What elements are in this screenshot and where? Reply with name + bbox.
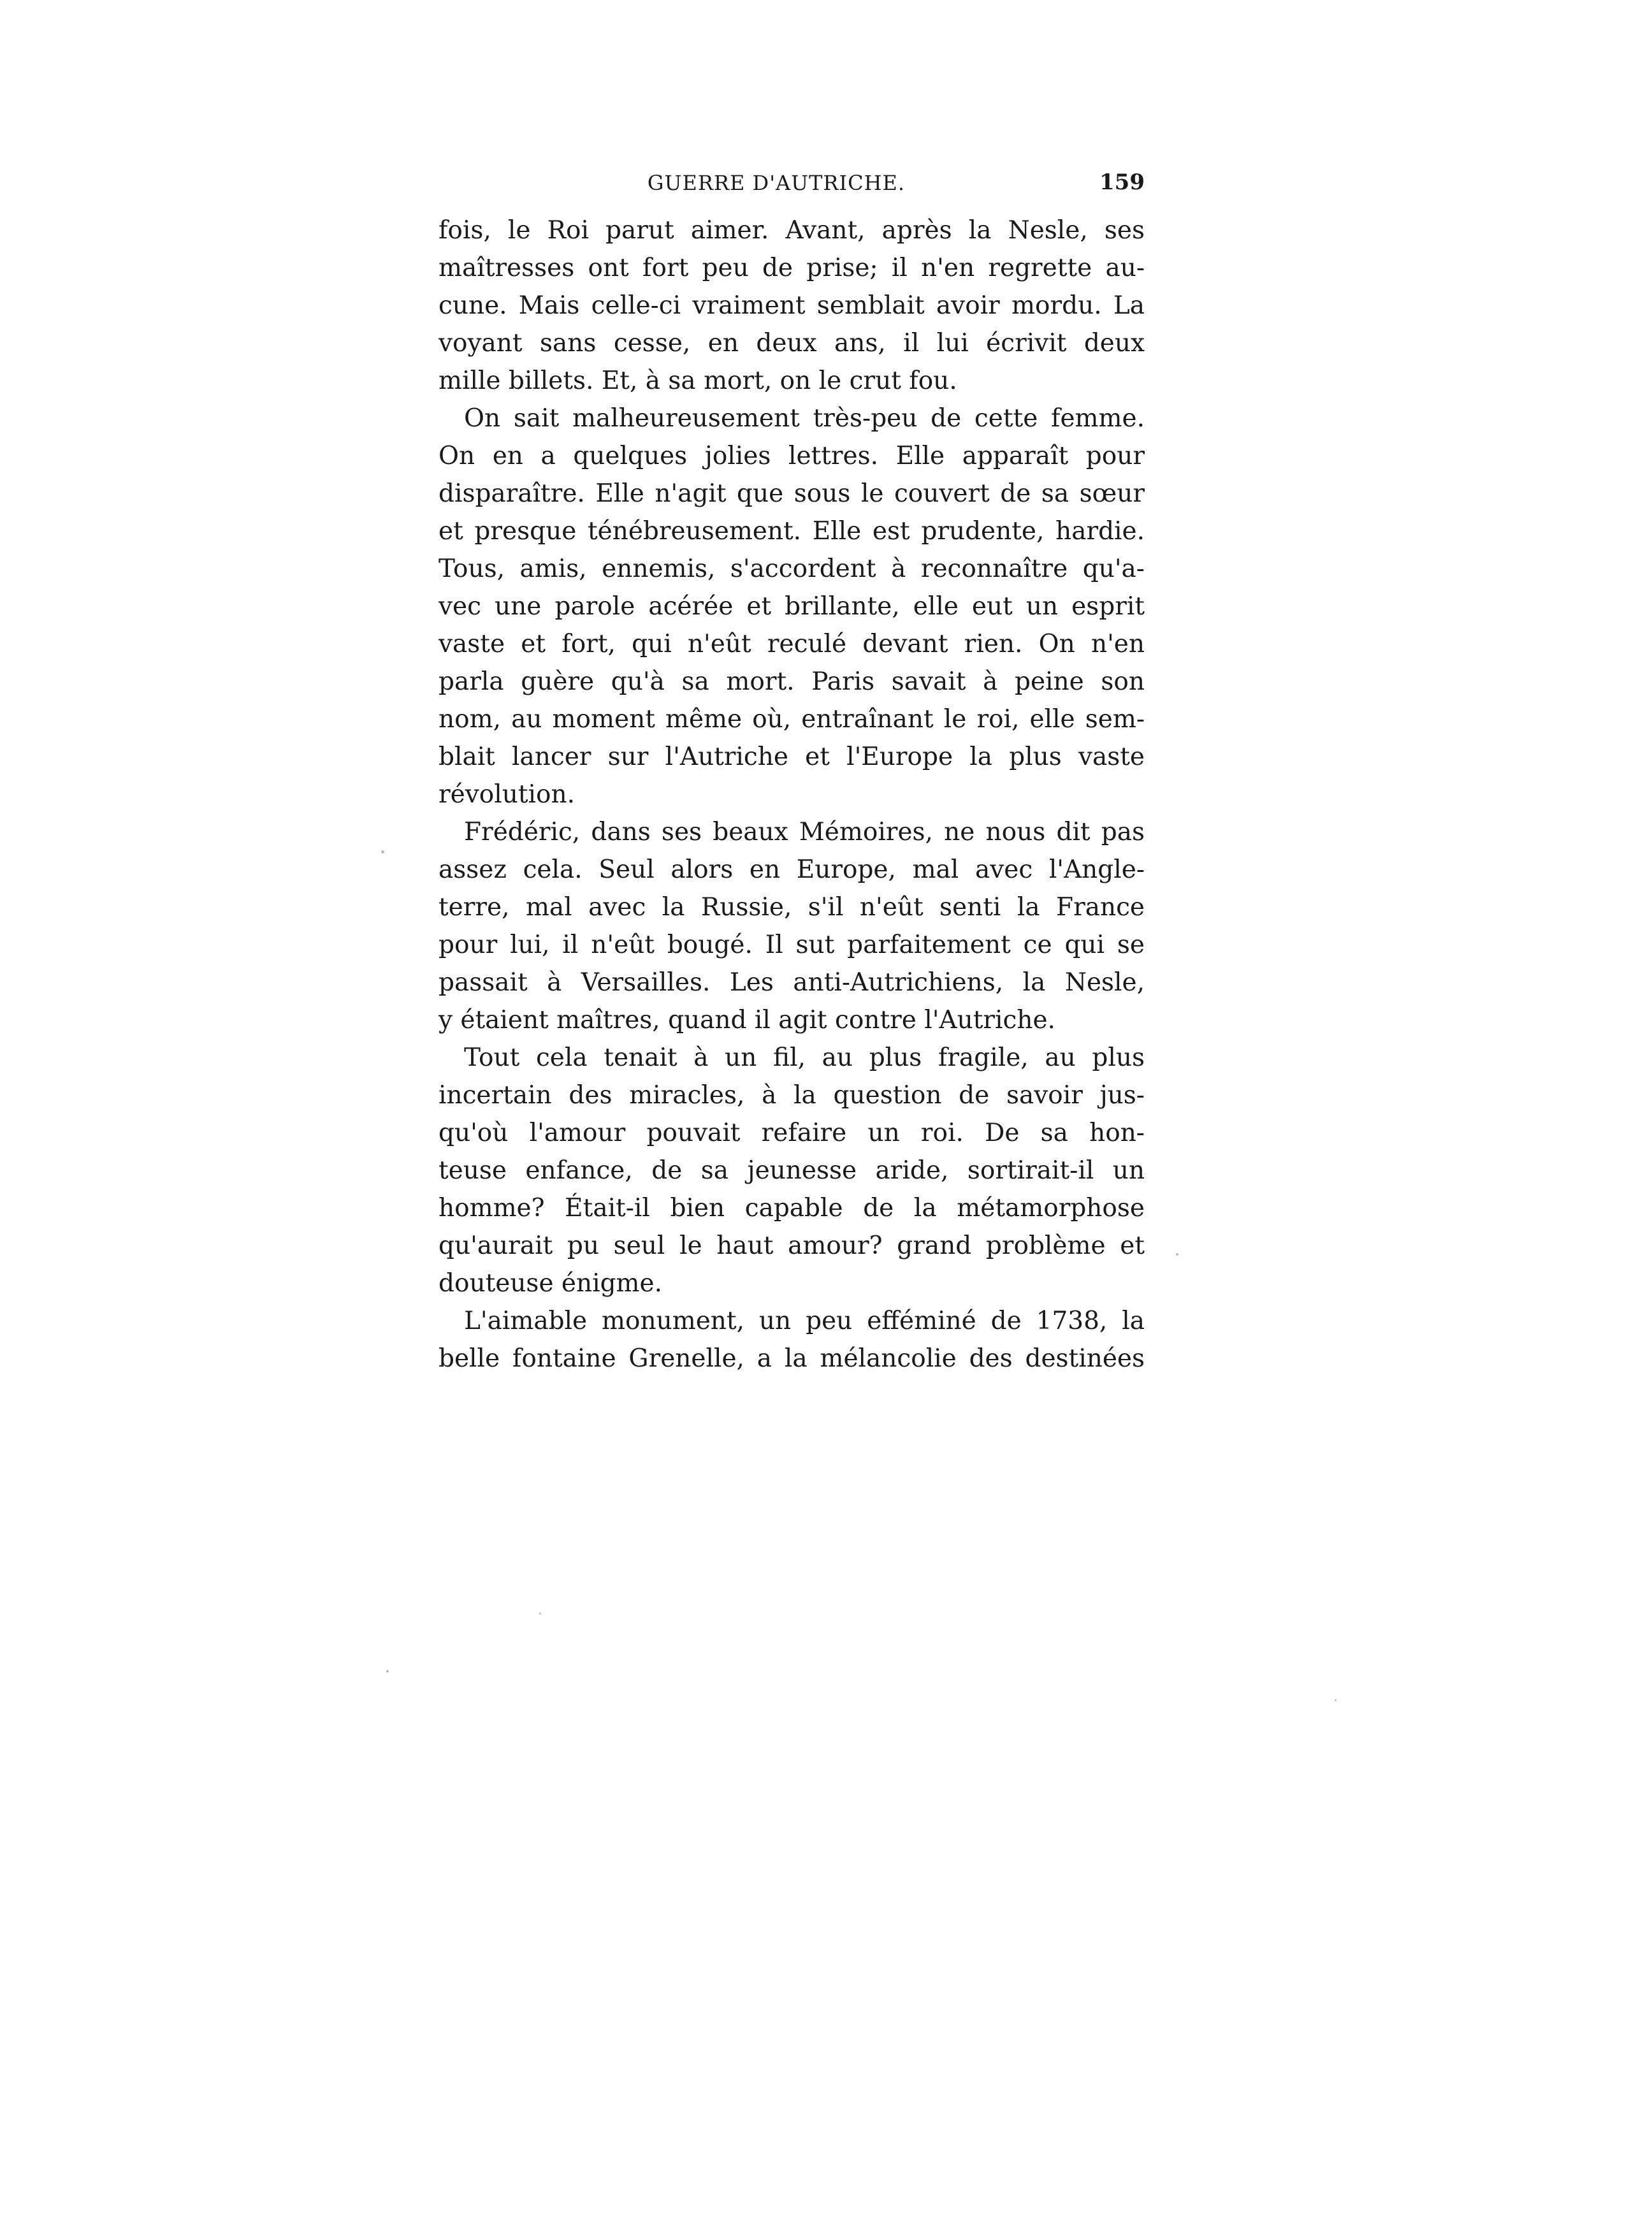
text-line: On sait malheureusement très-peu de cette femme.: [464, 404, 1145, 433]
text-line: vaste et fort, qui n'eût reculé devant rien. On n'en: [438, 630, 1145, 658]
paragraph-1: [438, 212, 1145, 400]
scan-speck: [1176, 1253, 1178, 1256]
body-text: [438, 212, 1145, 1377]
text-line: nom, au moment même où, entraînant le roi, elle sem-: [438, 705, 1145, 734]
scan-speck: [1335, 1699, 1337, 1701]
text-line: mille billets. Et, à sa mort, on le crut fou.: [438, 367, 957, 395]
running-title: GUERRE D'AUTRICHE.: [647, 171, 906, 195]
text-line: On en a quelques jolies lettres. Elle apparaît pour: [438, 442, 1145, 470]
scan-speck: [386, 1670, 389, 1673]
text-line: assez cela. Seul alors en Europe, mal avec l'Angle-: [438, 855, 1145, 884]
text-line: y étaient maîtres, quand il agit contre l'Autriche.: [438, 1006, 1055, 1035]
scan-speck: [381, 850, 384, 853]
text-line: maîtresses ont fort peu de prise; il n'en regrette au-: [438, 254, 1145, 282]
text-line: homme? Était-il bien capable de la métamorphose: [438, 1194, 1145, 1223]
text-line: Tous, amis, ennemis, s'accordent à reconnaître qu'a-: [438, 555, 1145, 583]
text-line: parla guère qu'à sa mort. Paris savait à peine son: [438, 667, 1145, 696]
text-line: et presque ténébreusement. Elle est prudente, hardie.: [438, 517, 1145, 546]
paragraph-5: [438, 1302, 1145, 1377]
text-line: L'aimable monument, un peu efféminé de 1738, la: [464, 1307, 1145, 1335]
text-line: disparaître. Elle n'agit que sous le couvert de sa sœur: [438, 479, 1145, 508]
paragraph-4: [438, 1039, 1145, 1302]
text-line: voyant sans cesse, en deux ans, il lui écrivit deux: [438, 329, 1145, 358]
text-line: Frédéric, dans ses beaux Mémoires, ne nous dit pas: [464, 818, 1145, 846]
text-line: vec une parole acérée et brillante, elle eut un esprit: [438, 592, 1145, 621]
page-number: 159: [1099, 170, 1145, 195]
text-line: terre, mal avec la Russie, s'il n'eût senti la France: [438, 893, 1145, 922]
paragraph-3: [438, 813, 1145, 1039]
text-line: qu'où l'amour pouvait refaire un roi. De sa hon-: [438, 1119, 1145, 1147]
text-line: douteuse énigme.: [438, 1269, 663, 1298]
text-line: belle fontaine Grenelle, a la mélancolie des destinées: [438, 1344, 1145, 1373]
text-line: fois, le Roi parut aimer. Avant, après la Nesle, ses: [438, 216, 1145, 245]
paragraph-2: [438, 400, 1145, 813]
text-line: teuse enfance, de sa jeunesse aride, sortirait-il un: [438, 1156, 1145, 1185]
text-line: cune. Mais celle-ci vraiment semblait avoir mordu. La: [438, 291, 1145, 320]
text-line: qu'aurait pu seul le haut amour? grand problème et: [438, 1231, 1145, 1260]
text-line: Tout cela tenait à un fil, au plus fragile, au plus: [464, 1043, 1145, 1072]
text-line: révolution.: [438, 780, 575, 809]
scan-speck: [539, 1613, 541, 1615]
text-line: pour lui, il n'eût bougé. Il sut parfaitement ce qui se: [438, 931, 1145, 959]
text-line: incertain des miracles, à la question de savoir jus-: [438, 1081, 1145, 1110]
text-line: passait à Versailles. Les anti-Autrichiens, la Nesle,: [438, 968, 1145, 997]
page-header: [438, 167, 1145, 205]
text-line: blait lancer sur l'Autriche et l'Europe la plus vaste: [438, 743, 1145, 771]
